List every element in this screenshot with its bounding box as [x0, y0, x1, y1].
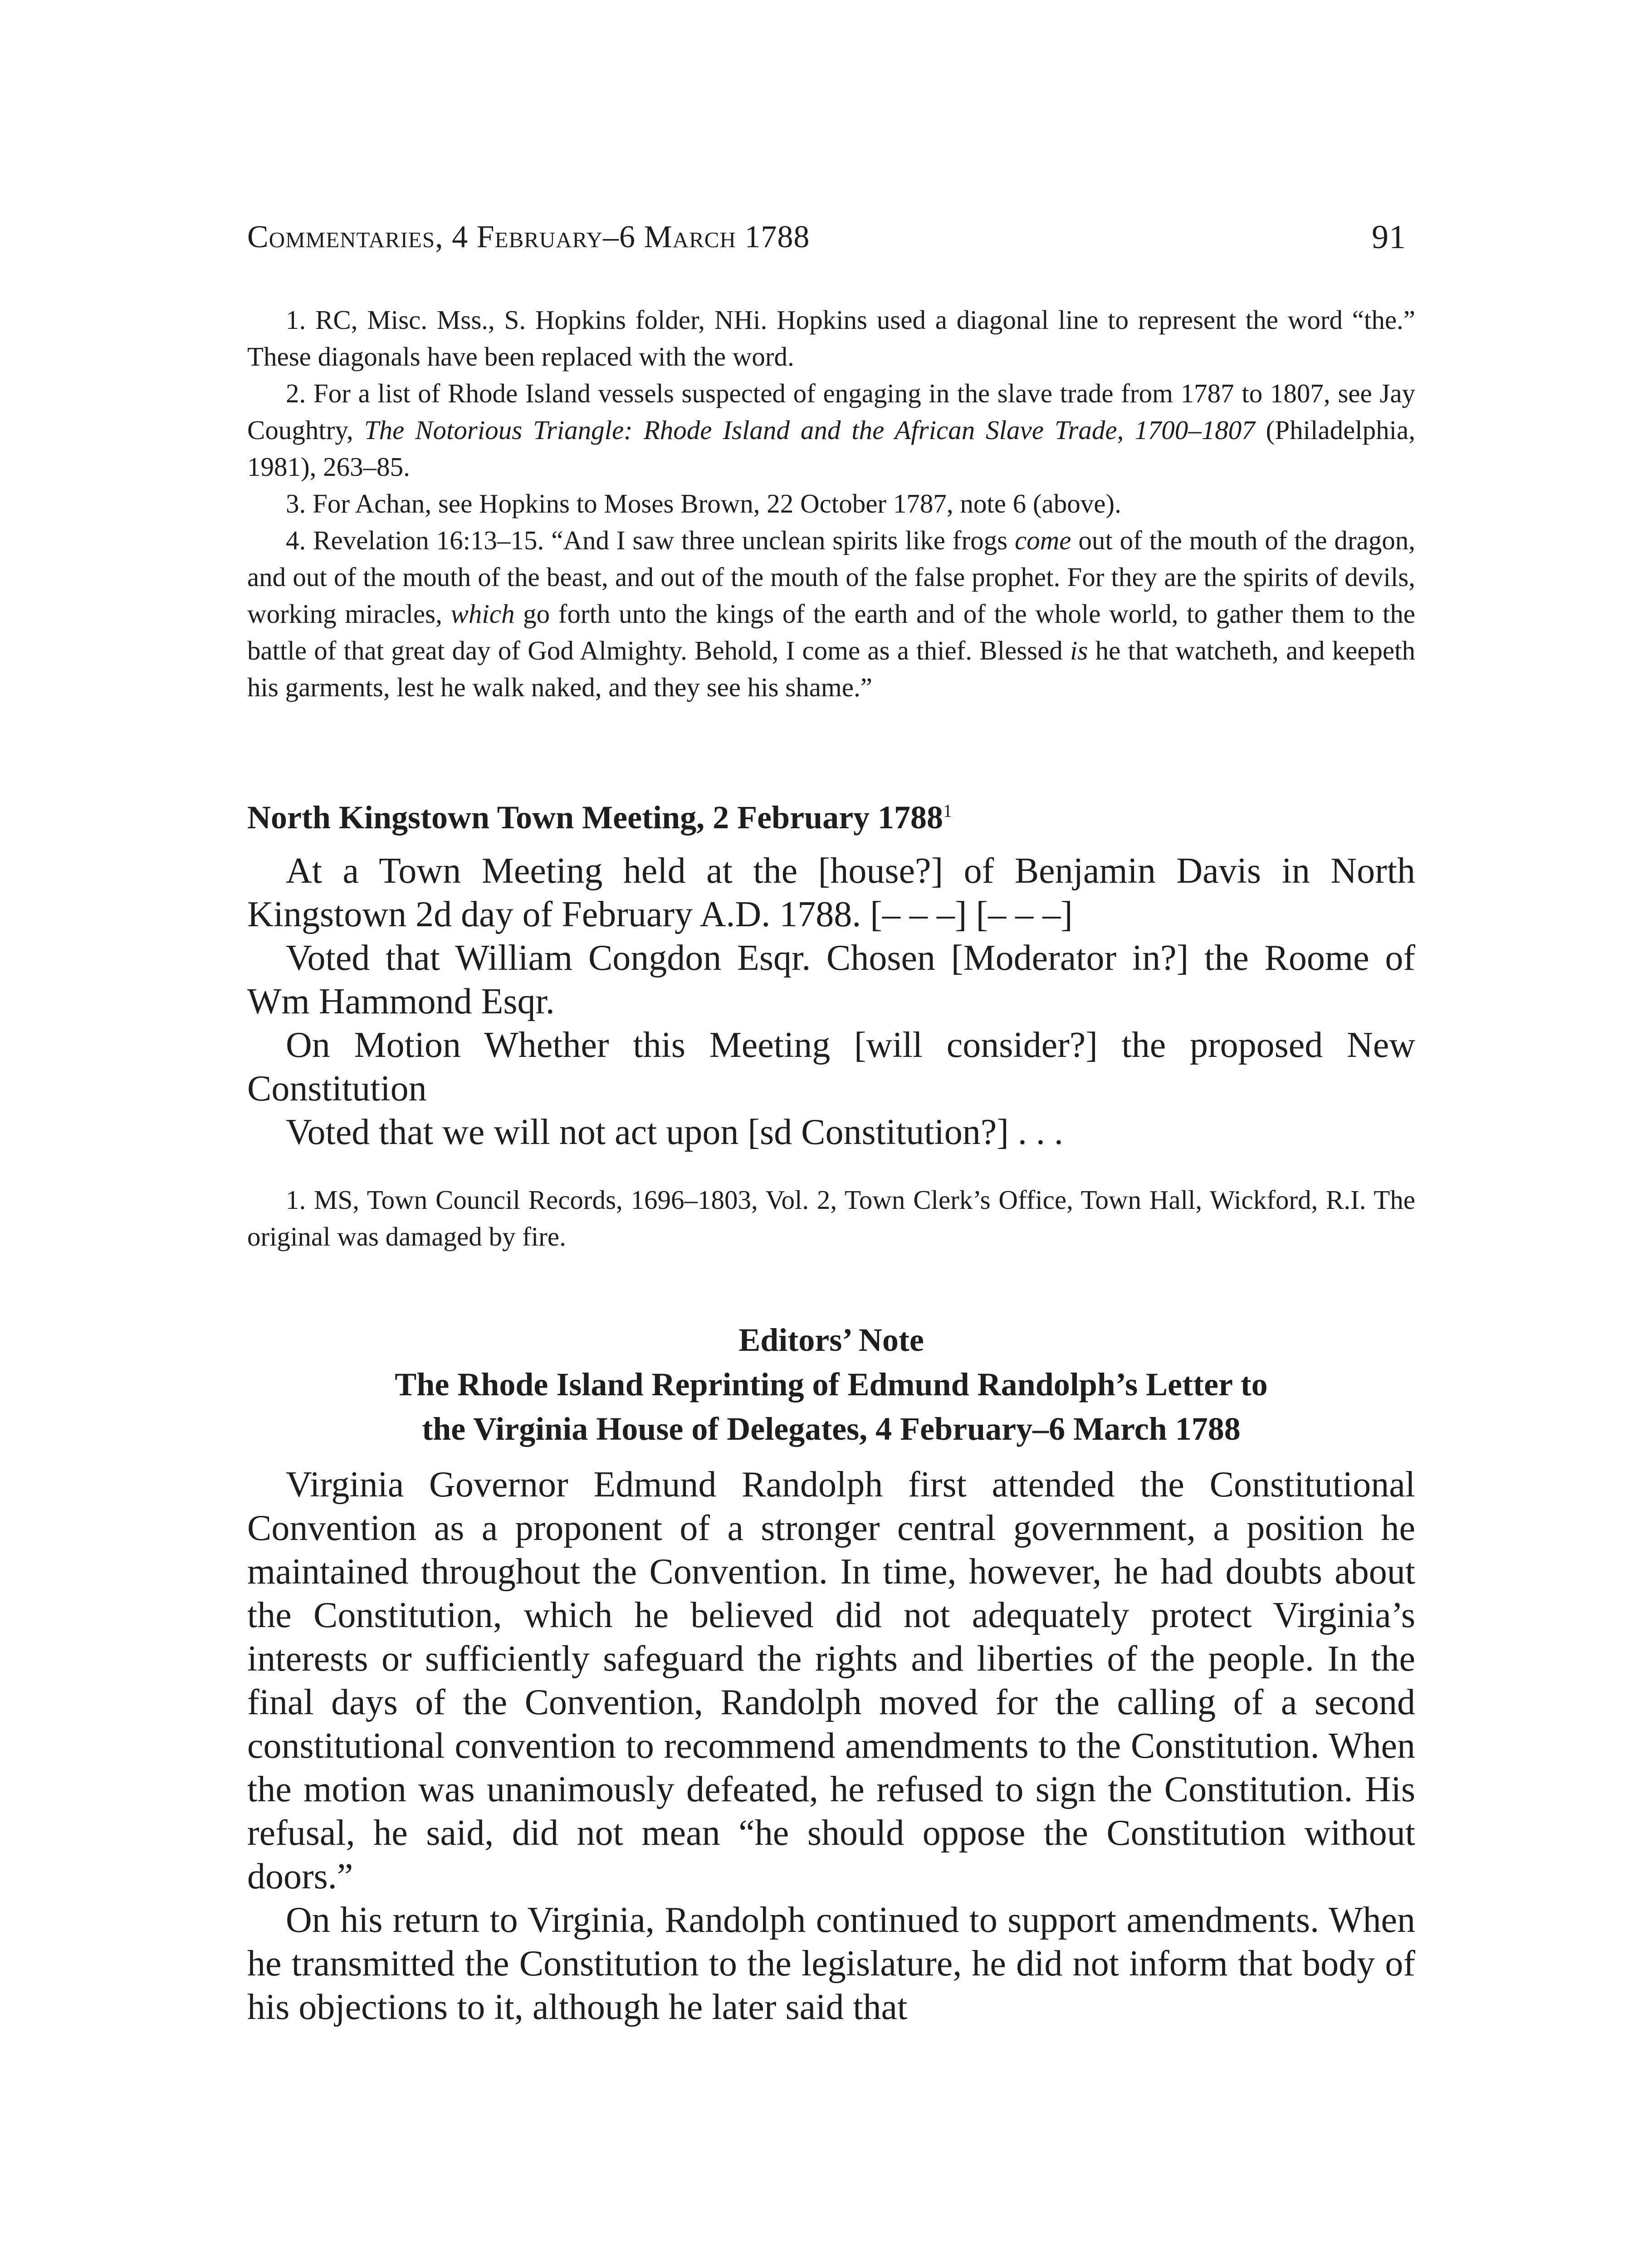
editors-note-body [247, 1463, 1415, 2029]
footnote-4: 4. Revelation 16:13–15. “And I saw three unclean spirits like frogs come out of the mouth of the dragon, and out of the mouth of the beast, and out of the mouth of the false prophet. For they are the spirits of devils, working miracles, which go forth unto the kings of the earth and of the whole world, to gather them to the battle of that great day of God Almighty. Behold, I come as a thief. Blessed is he that watcheth, and keepeth his garments, lest he walk naked, and they see his shame.” [247, 525, 1415, 702]
footnote-1: 1. RC, Misc. Mss., S. Hopkins folder, NHi. Hopkins used a diagonal line to represent the word “the.” These diagonals have been replaced with the word. [247, 305, 1415, 371]
running-title: Commentaries, 4 February–6 March 1788 [247, 220, 810, 254]
meeting-heading: North Kingstown Town Meeting, 2 February 1788$^1$ [247, 799, 953, 836]
heading-note-marker: 1 [943, 801, 953, 821]
running-header [247, 217, 1406, 258]
editors-note-label: Editors’ Note [738, 1322, 924, 1358]
body-paragraph: On his return to Virginia, Randolph continued to support amendments. When he transmitted the Constitution to the legislature, he did not inform that body of his objections to it, although he later said that [247, 1900, 1415, 2027]
meeting-record [247, 849, 1415, 1154]
record-paragraph: Voted that William Congdon Esqr. Chosen [Moderator in?] the Roome of Wm Hammond Esqr. [247, 938, 1415, 1022]
editors-note-title [247, 1318, 1415, 1451]
footnote-2: 2. For a list of Rhode Island vessels suspected of engaging in the slave trade from 1787 to 1807, see Jay Coughtry, The Notorious Triangle: Rhode Island and the African Slave Trade, 1700–1807 (Philadelphia, 1981), 263–85. [247, 378, 1415, 482]
editors-note-subtitle: The Rhode Island Reprinting of Edmund Randolph’s Letter to [395, 1366, 1268, 1403]
record-paragraph: At a Town Meeting held at the [house?] of Benjamin Davis in North Kingstown 2d day of February A.D. 1788. [– – –] [– – –] [247, 851, 1415, 934]
record-paragraph: On Motion Whether this Meeting [will consider?] the proposed New Constitution [247, 1025, 1415, 1109]
footnote-3: 3. For Achan, see Hopkins to Moses Brown, 22 October 1787, note 6 (above). [286, 489, 1121, 518]
record-paragraph: Voted that we will not act upon [sd Constitution?] . . . [286, 1112, 1063, 1152]
page-number: 91 [1372, 219, 1406, 256]
body-paragraph: Virginia Governor Edmund Randolph first attended the Constitutional Convention as a proponent of a stronger central government, a position he maintained throughout the Convention. In time, however, he had doubts about the Constitution, which he believed did not adequately protect Virginia’s interests or sufficiently safeguard the rights and liberties of the people. In the final days of the Convention, Randolph moved for the calling of a second constitutional convention to recommend amendments to the Constitution. When the motion was unanimously defeated, he refused to sign the Constitution. His refusal, he said, did not mean “he should oppose the Constitution without doors.” [247, 1465, 1415, 1897]
meeting-footnote: 1. MS, Town Council Records, 1696–1803, Vol. 2, Town Clerk’s Office, Town Hall, Wickford, R.I. The original was damaged by fire. [247, 1185, 1415, 1251]
book-title: The Notorious Triangle: Rhode Island and the African Slave Trade, 1700–1807 [364, 415, 1255, 445]
editors-note-subtitle: the Virginia House of Delegates, 4 February–6 March 1788 [422, 1411, 1241, 1447]
footnotes-top [247, 302, 1415, 706]
